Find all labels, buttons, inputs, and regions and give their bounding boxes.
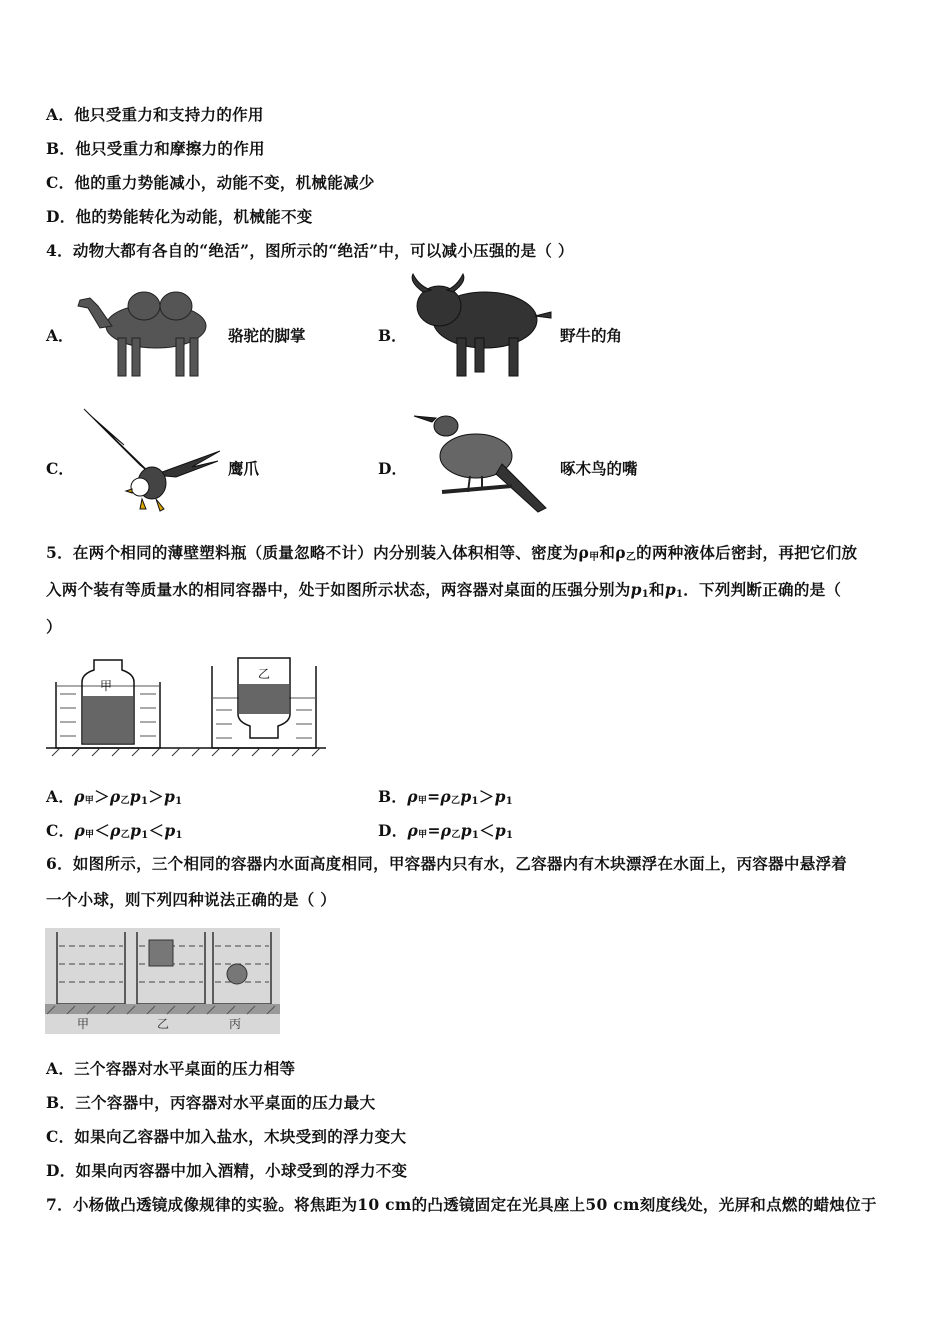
bison-image xyxy=(405,272,553,382)
q5-bottles-figure xyxy=(46,652,326,760)
q6-option-a: A．三个容器对水平桌面的压力相等 xyxy=(46,1059,296,1078)
q5-stem-line-1: 5．在两个相同的薄壁塑料瓶（质量忽略不计）内分别装入体积相等、密度为$\rho_甲$和$\rho_乙$的两种液体后密封，再把它们放 xyxy=(46,543,858,563)
q6-stem-line-1: 6．如图所示，三个相同的容器内水面高度相同，甲容器内只有水，乙容器内有木块漂浮在水面上，丙容器中悬浮着 xyxy=(46,854,848,873)
q3-option-b: B．他只受重力和摩擦力的作用 xyxy=(46,139,265,158)
q7-stem-line-1: 7．小杨做凸透镜成像规律的实验。将焦距为10 cm的凸透镜固定在光具座上50 cm刻度线处，光屏和点燃的蜡烛位于 xyxy=(46,1195,877,1214)
wood-block xyxy=(149,940,173,966)
q6-stem-line-2: 一个小球，则下列四种说法正确的是（ ） xyxy=(46,890,337,909)
q4-option-d-label: D． xyxy=(378,459,407,478)
q4-option-a-label: A． xyxy=(46,326,74,345)
q6-fig-label-bing: 丙 xyxy=(229,1017,242,1031)
q6-fig-label-jia: 甲 xyxy=(77,1017,90,1031)
q4-caption-c: 鹰爪 xyxy=(228,459,260,478)
q6-containers-figure xyxy=(45,928,280,1034)
eagle-image xyxy=(80,405,225,515)
q6-option-d: D．如果向丙容器中加入酒精，小球受到的浮力不变 xyxy=(46,1161,408,1180)
q5-fig-label-jia: 甲 xyxy=(100,679,113,693)
q5-stem-line-2: 入两个装有等质量水的相同容器中，处于如图所示状态，两容器对桌面的压强分别为$p_1$和$p_1$．下列判断正确的是（ xyxy=(46,580,842,600)
q6-option-c: C．如果向乙容器中加入盐水，木块受到的浮力变大 xyxy=(46,1127,407,1146)
q3-option-c: C．他的重力势能减小，动能不变，机械能减少 xyxy=(46,173,375,192)
q4-option-b-label: B． xyxy=(378,326,407,345)
q5-option-d: D．ρ甲=ρ乙$p_1<p_1$ xyxy=(378,821,514,841)
ball xyxy=(227,964,247,984)
q4-option-c-label: C． xyxy=(46,459,74,478)
q4-caption-b: 野牛的角 xyxy=(560,326,623,345)
q6-option-b: B．三个容器中，丙容器对水平桌面的压力最大 xyxy=(46,1093,376,1112)
q5-fig-label-yi: 乙 xyxy=(258,667,271,681)
q4-caption-a: 骆驼的脚掌 xyxy=(228,326,306,345)
camel-image xyxy=(76,276,221,382)
q3-option-a: A．他只受重力和支持力的作用 xyxy=(46,105,264,124)
q6-fig-label-yi: 乙 xyxy=(157,1017,170,1031)
q4-stem: 4．动物大都有各自的“绝活”，图所示的“绝活”中，可以减小压强的是（ ） xyxy=(46,241,574,260)
q5-option-b: B．ρ甲=ρ乙$p_1>p_1$ xyxy=(378,787,513,807)
q3-option-d: D．他的势能转化为动能，机械能不变 xyxy=(46,207,313,226)
q5-stem-line-3: ） xyxy=(46,617,62,636)
q5-option-c: C．ρ甲＜ρ乙$p_1<p_1$ xyxy=(46,821,183,841)
q5-option-a: A．ρ甲＞ρ乙$p_1>p_1$ xyxy=(46,787,183,807)
q4-caption-d: 啄木鸟的嘴 xyxy=(560,459,638,478)
woodpecker-image xyxy=(412,404,550,516)
